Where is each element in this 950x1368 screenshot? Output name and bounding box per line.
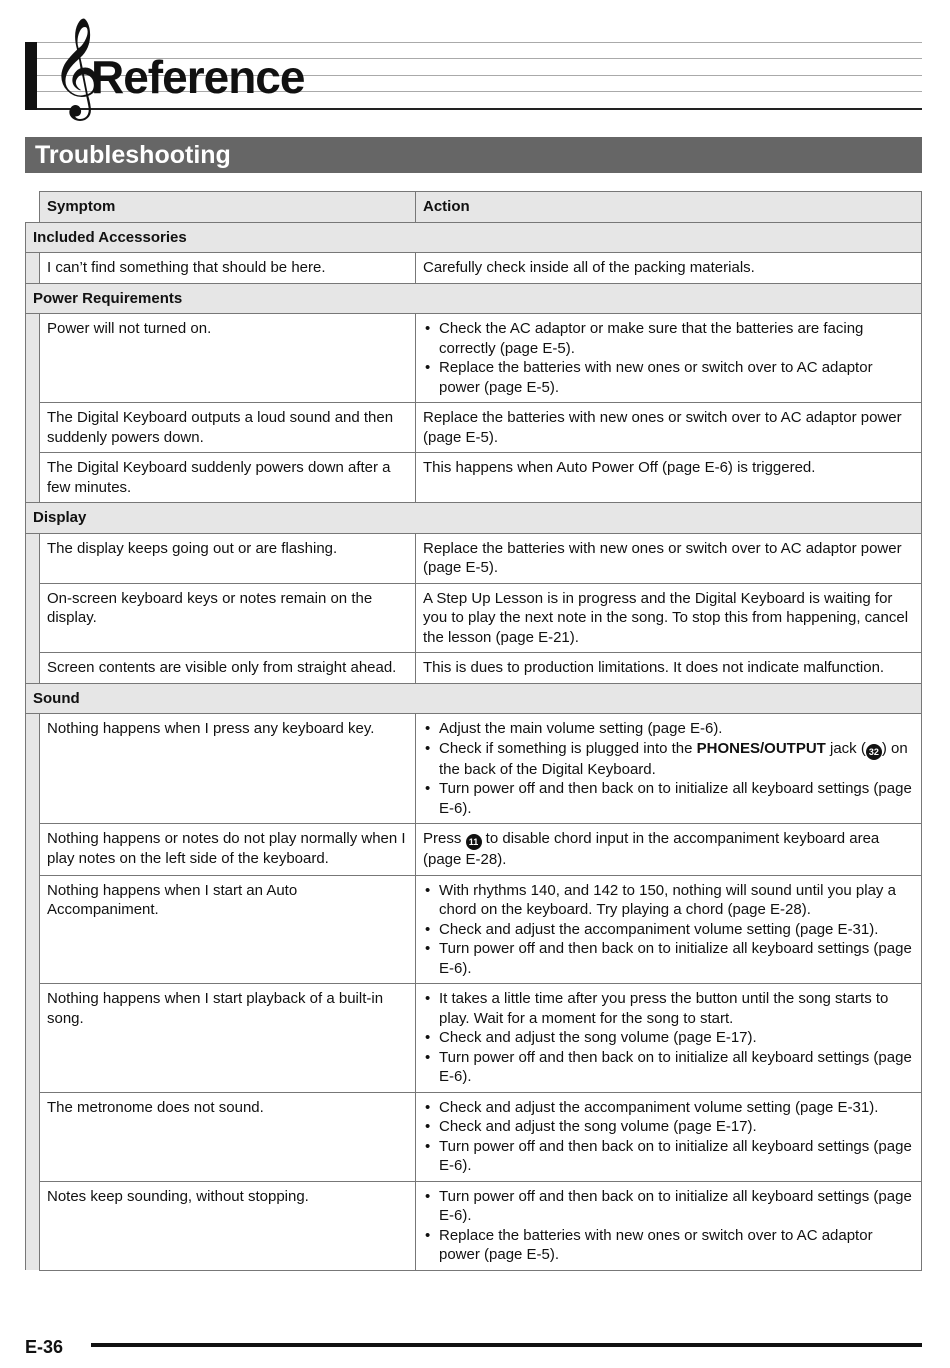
table-row: [26, 314, 922, 403]
text-segment: to disable chord input in the accompaniment keyboard area (page E-28).: [423, 830, 880, 868]
action-item: • Adjust the main volume setting (page E-6).: [423, 719, 914, 739]
header-spacer: [26, 192, 40, 223]
text-segment: Press: [423, 830, 466, 847]
row-indent: [26, 314, 40, 403]
action-item: • Turn power off and then back on to initialize all keyboard settings (page E-6).: [423, 1048, 914, 1087]
action-item: • Replace the batteries with new ones or switch over to AC adaptor power (page E-5).: [423, 358, 914, 397]
action-list: [423, 319, 914, 397]
action-list: [423, 881, 914, 979]
table-row: [26, 1181, 922, 1270]
table-row: [26, 583, 922, 653]
troubleshooting-table: [25, 191, 922, 1271]
table-row: [26, 453, 922, 503]
table-row: [26, 984, 922, 1093]
row-indent: [26, 984, 40, 1093]
row-indent: [26, 253, 40, 284]
category-label: Included Accessories: [26, 222, 922, 253]
action-item: • Check and adjust the accompaniment volume setting (page E-31).: [423, 1098, 914, 1118]
action-item: • Check and adjust the song volume (page E-17).: [423, 1028, 914, 1048]
table-row: [26, 824, 922, 876]
table-row: [26, 533, 922, 583]
category-label: Sound: [26, 683, 922, 714]
action-item: • With rhythms 140, and 142 to 150, nothing will sound until you play a chord on the keyboard. Try playing a chord (page E-28).: [423, 881, 914, 920]
action-cell: This is dues to production limitations. It does not indicate malfunction.: [416, 653, 922, 684]
action-item: • Turn power off and then back on to initialize all keyboard settings (page E-6).: [423, 1137, 914, 1176]
action-item: • Turn power off and then back on to initialize all keyboard settings (page E-6).: [423, 1187, 914, 1226]
action-cell: [416, 875, 922, 984]
row-indent: [26, 1092, 40, 1181]
row-indent: [26, 653, 40, 684]
page-title: Reference: [91, 51, 305, 103]
symptom-cell: Nothing happens when I start an Auto Accompaniment.: [40, 875, 416, 984]
symptom-cell: Nothing happens when I start playback of a built-in song.: [40, 984, 416, 1093]
action-cell: [416, 314, 922, 403]
treble-clef-icon: 𝄞: [51, 17, 102, 117]
category-row: [26, 283, 922, 314]
action-list: [423, 989, 914, 1087]
staff-line: [37, 42, 922, 43]
page-number: E-36: [25, 1337, 64, 1357]
action-item: • Check and adjust the song volume (page E-17).: [423, 1117, 914, 1137]
text-segment: jack (: [825, 739, 866, 757]
table-header-row: [26, 192, 922, 223]
action-list: [423, 1187, 914, 1265]
action-cell: [416, 1181, 922, 1270]
staff-line: [37, 108, 922, 110]
symptom-cell: Screen contents are visible only from straight ahead.: [40, 653, 416, 684]
action-cell: Replace the batteries with new ones or switch over to AC adaptor power (page E-5).: [416, 533, 922, 583]
circled-number-icon: 11: [466, 834, 482, 850]
action-item: • Turn power off and then back on to initialize all keyboard settings (page E-6).: [423, 779, 914, 818]
action-item: • Turn power off and then back on to initialize all keyboard settings (page E-6).: [423, 939, 914, 978]
symptom-cell: The Digital Keyboard outputs a loud sound and then suddenly powers down.: [40, 403, 416, 453]
action-cell: A Step Up Lesson is in progress and the Digital Keyboard is waiting for you to play the next note in the song. To stop this from happening, cancel the lesson (page E-21).: [416, 583, 922, 653]
action-cell: Replace the batteries with new ones or switch over to AC adaptor power (page E-5).: [416, 403, 922, 453]
row-indent: [26, 714, 40, 824]
row-indent: [26, 875, 40, 984]
section-title: Troubleshooting: [25, 137, 922, 173]
category-row: [26, 683, 922, 714]
category-row: [26, 503, 922, 534]
action-item: [423, 739, 914, 780]
action-cell: [416, 1092, 922, 1181]
table-row: [26, 875, 922, 984]
action-cell: [416, 714, 922, 824]
action-cell: [416, 984, 922, 1093]
action-item: • Replace the batteries with new ones or switch over to AC adaptor power (page E-5).: [423, 1226, 914, 1265]
table-row: [26, 1092, 922, 1181]
action-item: • Check and adjust the accompaniment volume setting (page E-31).: [423, 920, 914, 940]
footer-rule: [91, 1343, 922, 1347]
column-header-symptom: Symptom: [40, 192, 416, 223]
table-row: [26, 253, 922, 284]
header-bar: [25, 42, 37, 110]
row-indent: [26, 583, 40, 653]
text-segment: ) on the back of the Digital Keyboard.: [439, 739, 908, 778]
row-indent: [26, 453, 40, 503]
symptom-cell: Nothing happens or notes do not play normally when I play notes on the left side of the keyboard.: [40, 824, 416, 876]
symptom-cell: Nothing happens when I press any keyboard key.: [40, 714, 416, 824]
symptom-cell: On-screen keyboard keys or notes remain on the display.: [40, 583, 416, 653]
category-label: Power Requirements: [26, 283, 922, 314]
row-indent: [26, 403, 40, 453]
symptom-cell: The Digital Keyboard suddenly powers down after a few minutes.: [40, 453, 416, 503]
text-segment: Check if something is plugged into the: [439, 739, 697, 757]
chapter-header: [25, 17, 922, 117]
action-item: • It takes a little time after you press the button until the song starts to play. Wait for a moment for the song to start.: [423, 989, 914, 1028]
symptom-cell: The metronome does not sound.: [40, 1092, 416, 1181]
category-label: Display: [26, 503, 922, 534]
column-header-action: Action: [416, 192, 922, 223]
action-list: [423, 1098, 914, 1176]
table-row: [26, 714, 922, 824]
row-indent: [26, 1181, 40, 1270]
symptom-cell: Notes keep sounding, without stopping.: [40, 1181, 416, 1270]
row-indent: [26, 533, 40, 583]
table-row: [26, 403, 922, 453]
bold-label: PHONES/OUTPUT: [696, 739, 826, 757]
circled-number-icon: 32: [866, 744, 882, 760]
symptom-cell: I can’t find something that should be here.: [40, 253, 416, 284]
row-indent: [26, 824, 40, 876]
category-row: [26, 222, 922, 253]
symptom-cell: The display keeps going out or are flashing.: [40, 533, 416, 583]
action-cell: [416, 824, 922, 876]
symptom-cell: Power will not turned on.: [40, 314, 416, 403]
action-cell: This happens when Auto Power Off (page E-6) is triggered.: [416, 453, 922, 503]
action-cell: Carefully check inside all of the packing materials.: [416, 253, 922, 284]
action-item: • Check the AC adaptor or make sure that the batteries are facing correctly (page E-5).: [423, 319, 914, 358]
table-row: [26, 653, 922, 684]
action-list: [423, 719, 914, 818]
